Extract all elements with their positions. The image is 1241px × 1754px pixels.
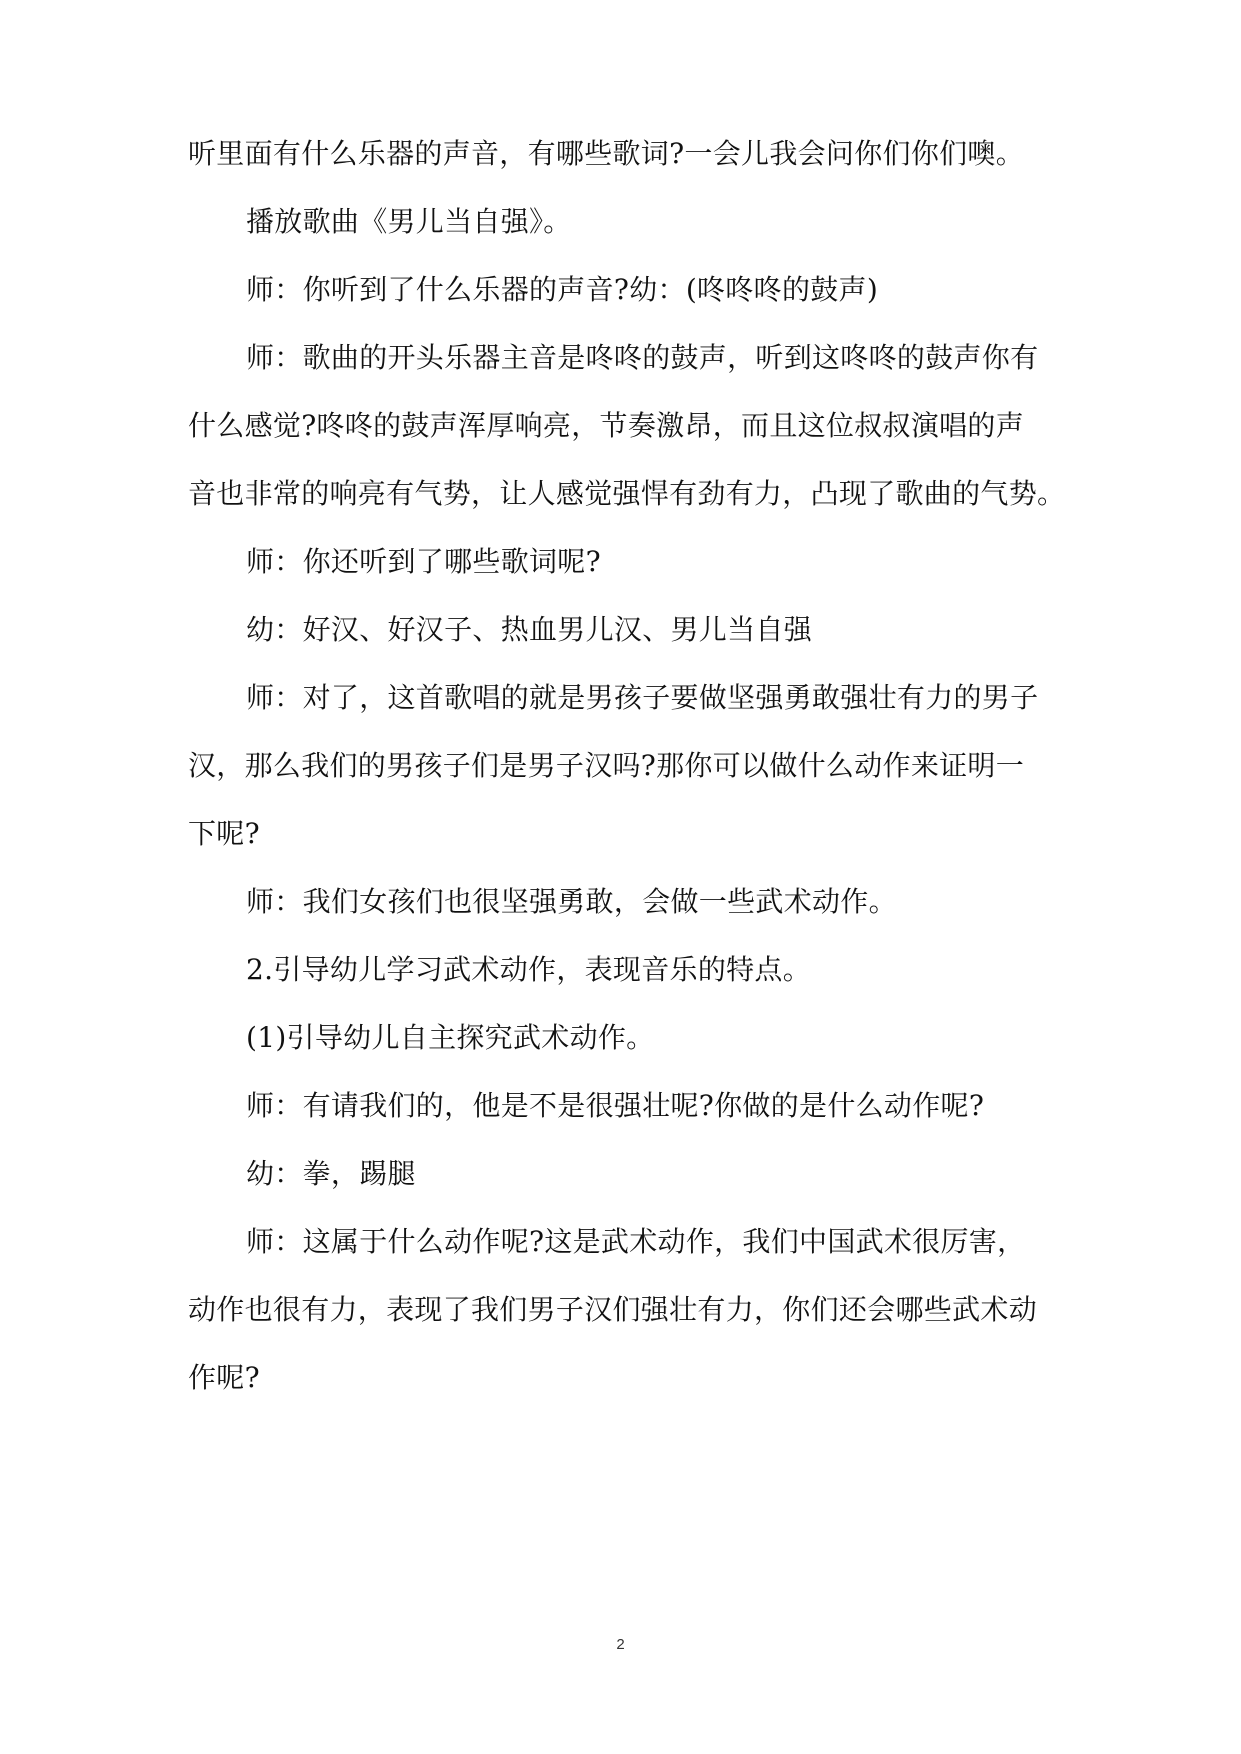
text-line-12: 师：我们女孩们也很坚强勇敢，会做一些武术动作。 <box>246 885 897 918</box>
text-line-17: 师：这属于什么动作呢?这是武术动作，我们中国武术很厉害， <box>246 1225 1026 1258</box>
text-line-2: 播放歌曲《男儿当自强》。 <box>246 205 572 238</box>
text-line-13: 2.引导幼儿学习武术动作，表现音乐的特点。 <box>246 953 812 986</box>
text-line-14: (1)引导幼儿自主探究武术动作。 <box>246 1021 655 1054</box>
text-line-9: 师：对了，这首歌唱的就是男孩子要做坚强勇敢强壮有力的男子 <box>246 681 1039 714</box>
text-line-1: 听里面有什么乐器的声音，有哪些歌词?一会儿我会问你们你们噢。 <box>188 137 1025 170</box>
text-line-18: 动作也很有力，表现了我们男子汉们强壮有力，你们还会哪些武术动 <box>188 1293 1038 1326</box>
text-line-8: 幼：好汉、好汉子、热血男儿汉、男儿当自强 <box>246 613 813 646</box>
page-number: 2 <box>616 1636 625 1653</box>
text-line-15: 师：有请我们的，他是不是很强壮呢?你做的是什么动作呢? <box>246 1089 985 1122</box>
text-line-19: 作呢? <box>188 1361 260 1394</box>
text-line-7: 师：你还听到了哪些歌词呢? <box>246 545 601 578</box>
text-line-6: 音也非常的响亮有气势，让人感觉强悍有劲有力，凸现了歌曲的气势。 <box>188 477 1066 510</box>
text-line-11: 下呢? <box>188 817 260 850</box>
text-line-4: 师：歌曲的开头乐器主音是咚咚的鼓声，听到这咚咚的鼓声你有 <box>246 341 1039 374</box>
text-line-3: 师：你听到了什么乐器的声音?幼：(咚咚咚的鼓声) <box>246 273 879 306</box>
text-line-5: 什么感觉?咚咚的鼓声浑厚响亮，节奏激昂，而且这位叔叔演唱的声 <box>188 409 1025 442</box>
text-line-10: 汉，那么我们的男孩子们是男子汉吗?那你可以做什么动作来证明一 <box>188 749 1025 782</box>
text-line-16: 幼：拳，踢腿 <box>246 1157 416 1190</box>
